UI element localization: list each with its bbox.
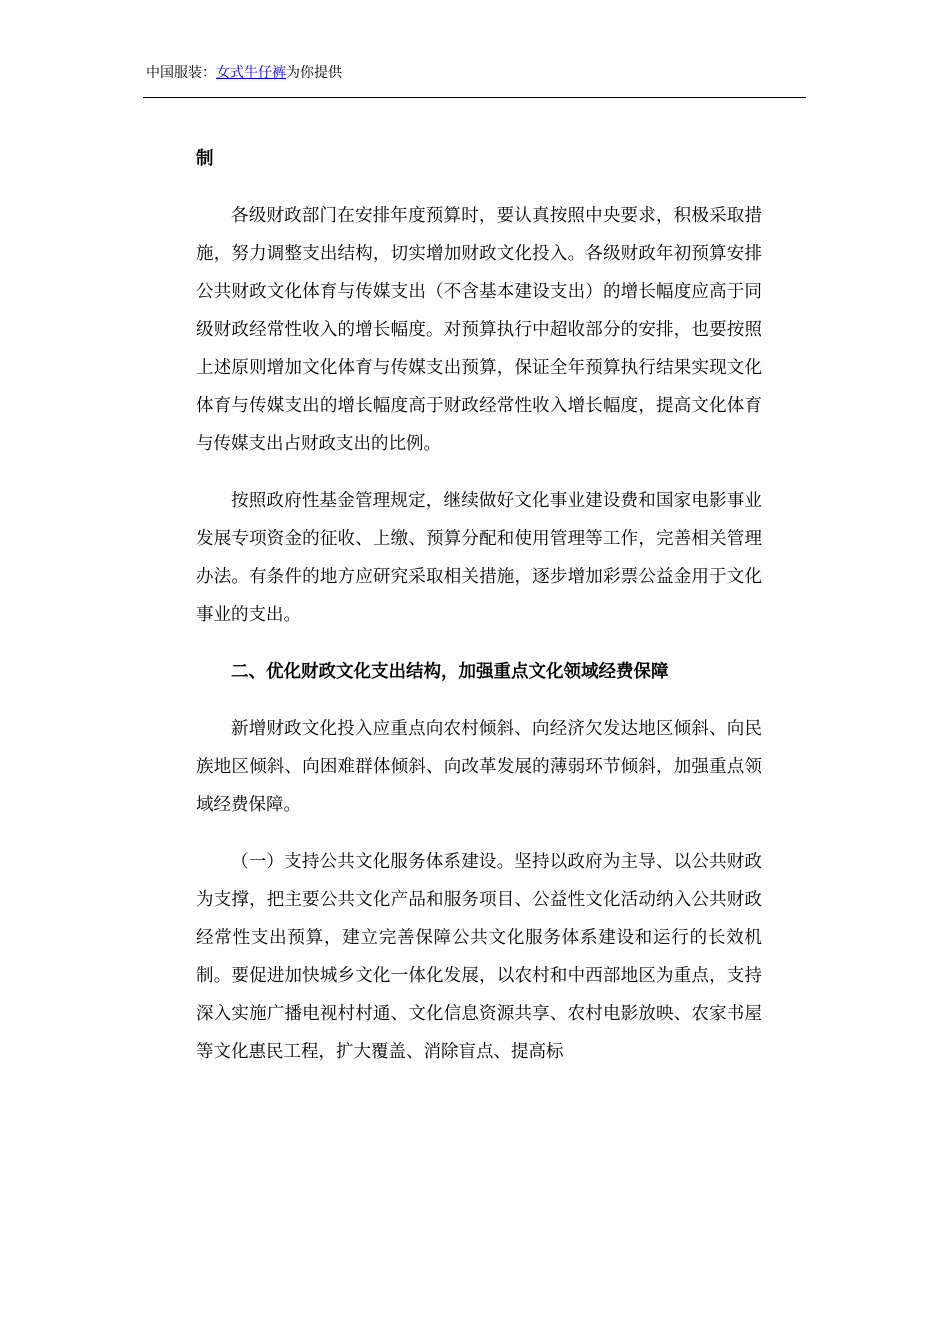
- section-heading-2: 二、优化财政文化支出结构，加强重点文化领域经费保障: [231, 662, 669, 682]
- page-header: [146, 63, 342, 83]
- header-divider: [143, 97, 806, 98]
- paragraph-priorities: 新增财政文化投入应重点向农村倾斜、向经济欠发达地区倾斜、向民族地区倾斜、向困难群体倾斜、向改革发展的薄弱环节倾斜，加强重点领域经费保障。: [196, 719, 762, 815]
- paragraph-fund-management: 按照政府性基金管理规定，继续做好文化事业建设费和国家电影事业发展专项资金的征收、上缴、预算分配和使用管理等工作，完善相关管理办法。有条件的地方应研究采取相关措施，逐步增加彩票公益金用于文化事业的支出。: [196, 491, 762, 625]
- paragraph-public-culture: （一）支持公共文化服务体系建设。坚持以政府为主导、以公共财政为支撑，把主要公共文化产品和服务项目、公益性文化活动纳入公共财政经常性支出预算，建立完善保障公共文化服务体系建设和运行的长效机制。要促进加快城乡文化一体化发展，以农村和中西部地区为重点，支持深入实施广播电视村村通、文化信息资源共享、农村电影放映、农家书屋等文化惠民工程，扩大覆盖、消除盲点、提高标: [196, 852, 762, 1062]
- header-suffix: 为你提供: [286, 65, 342, 81]
- header-link[interactable]: 女式牛仔裤: [216, 65, 286, 81]
- document-body: [196, 140, 762, 1071]
- continued-heading-fragment: 制: [196, 149, 214, 169]
- paragraph-budget: 各级财政部门在安排年度预算时，要认真按照中央要求，积极采取措施，努力调整支出结构，切实增加财政文化投入。各级财政年初预算安排公共财政文化体育与传媒支出（不含基本建设支出）的增长幅度应高于同级财政经常性收入的增长幅度。对预算执行中超收部分的安排，也要按照上述原则增加文化体育与传媒支出预算，保证全年预算执行结果实现文化体育与传媒支出的增长幅度高于财政经常性收入增长幅度，提高文化体育与传媒支出占财政支出的比例。: [196, 206, 762, 454]
- header-prefix: 中国服装：: [146, 65, 216, 81]
